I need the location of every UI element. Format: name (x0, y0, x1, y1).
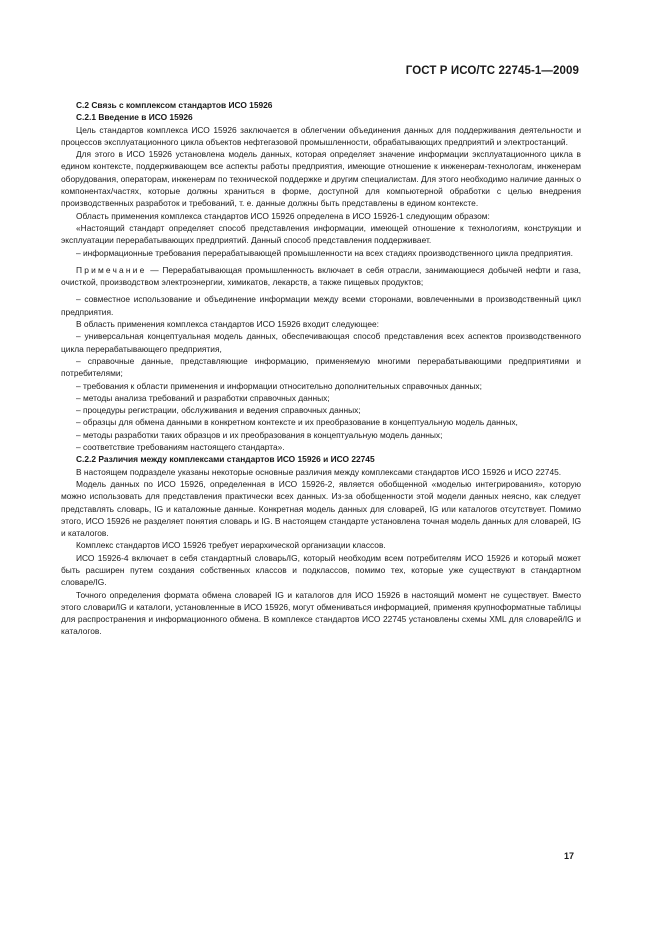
note-text: — Перерабатывающая промышленность включает в себя отрасли, занимающиеся добычей нефти и газа, очисткой, производством электроэнергии, химикатов, лекарств, а также пищевых продуктов; (61, 264, 581, 288)
list-item: – процедуры регистрации, обслуживания и ведения справочных данных; (76, 405, 361, 416)
list-item: – методы анализа требований и разработки справочных данных; (76, 392, 330, 403)
paragraph: Цель стандартов комплекса ИСО 15926 заключается в облегчении объединения данных для поддерживания деятельности и процессов эксплуатационного цикла объектов нефтегазовой промышленности, обрабатывающих предприятий и электростанций. (61, 124, 581, 147)
note-label: Примечание (76, 264, 147, 275)
paragraph: Точного определения формата обмена словарей IG и каталогов для ИСО 15926 в настоящий момент не существует. Вместо этого словари/IG и каталоги, установленные в ИСО 15926, могут обмениваться информацией, применяя крупноформатные таблицы для распространения и информационного обмена. В комплексе стандартов ИСО 22745 установлены схемы XML для словарей/IG и каталогов. (61, 589, 581, 637)
section-heading: С.2 Связь с комплексом стандартов ИСО 15926 (76, 100, 273, 110)
paragraph: В настоящем подразделе указаны некоторые основные различия между комплексами стандартов ИСО 15926 и ИСО 22745. (76, 466, 562, 477)
page-number: 17 (563, 851, 574, 861)
list-item: – информационные требования перерабатывающей промышленности на всех стадиях производственного цикла предприятия. (76, 247, 573, 258)
document-body (61, 99, 581, 638)
list-item: – универсальная концептуальная модель данных, обеспечивающая способ представления всех аспектов производственного цикла перерабатывающего предприятия, (61, 331, 581, 354)
paragraph: ИСО 15926-4 включает в себя стандартный словарь/IG, который необходим всем потребителям ИСО 15926 и который может быть расширен путем создания собственных классов и подклассов, помимо тех, которые уже существуют в стандартном словаре/IG. (61, 552, 581, 588)
list-item: – справочные данные, представляющие информацию, применяемую многими перерабатывающими предприятиями и потребителями; (61, 355, 581, 379)
subsection-heading: С.2.2 Различия между комплексами стандартов ИСО 15926 и ИСО 22745 (76, 454, 375, 465)
paragraph: Для этого в ИСО 15926 установлена модель данных, которая определяет значение информации эксплуатационного цикла в едином контексте, поддерживающем все аспекты работы предприятия, имеющие отношение к инженерам-технологам, инженерам оборудования, операторам, инженерам по технической поддержке и другим специалистам. Для этого необходимо наличие данных о компонентах/частях, которые должны храниться в форме, доступной для компьютерной обработки с целью внедрения производственных разработок и требований, т. е. данные должны быть представлены в едином контексте. (61, 149, 581, 209)
subsection-heading: С.2.1 Введение в ИСО 15926 (76, 112, 193, 123)
list-item: – методы разработки таких образцов и их преобразования в концептуальную модель данных; (76, 429, 443, 440)
paragraph: «Настоящий стандарт определяет способ представления информации, имеющей отношение к технологиям, конструкции и эксплуатации перерабатывающих предприятий. Данный способ представления поддерживает. (61, 222, 581, 246)
note (61, 264, 581, 289)
paragraph: В область применения комплекса стандартов ИСО 15926 входит следующее: (76, 319, 379, 330)
list-item: – образцы для обмена данными в конкретном контексте и их преобразование в концептуальную модель данных, (76, 417, 518, 428)
list-item: – требования к области применения и информации относительно дополнительных справочных данных; (76, 380, 482, 391)
list-item: – соответствие требованиям настоящего стандарта». (76, 442, 285, 453)
document-header: ГОСТ Р ИСО/ТС 22745-1—2009 (405, 65, 579, 77)
paragraph: Область применения комплекса стандартов ИСО 15926 определена в ИСО 15926-1 следующим образом: (76, 210, 490, 221)
paragraph: Комплекс стандартов ИСО 15926 требует иерархической организации классов. (76, 540, 386, 551)
paragraph: Модель данных по ИСО 15926, определенная в ИСО 15926-2, является обобщенной «моделью интегрирования», которую можно использовать для представления практически всех данных. Из-за обобщенности этой модели данных неясно, как следует представлять словарь, IG и каталожные данные. Конкретная модель данных для словарей, IG или каталогов отсутствует. Помимо этого, ИСО 15926 не разделяет понятия словарь и IG. В настоящем стандарте установлена точная модель данных для словарей, IG и каталогов. (61, 478, 581, 539)
list-item: – совместное использование и объединение информации между всеми сторонами, вовлеченными в производственный цикл предприятия. (61, 294, 581, 317)
